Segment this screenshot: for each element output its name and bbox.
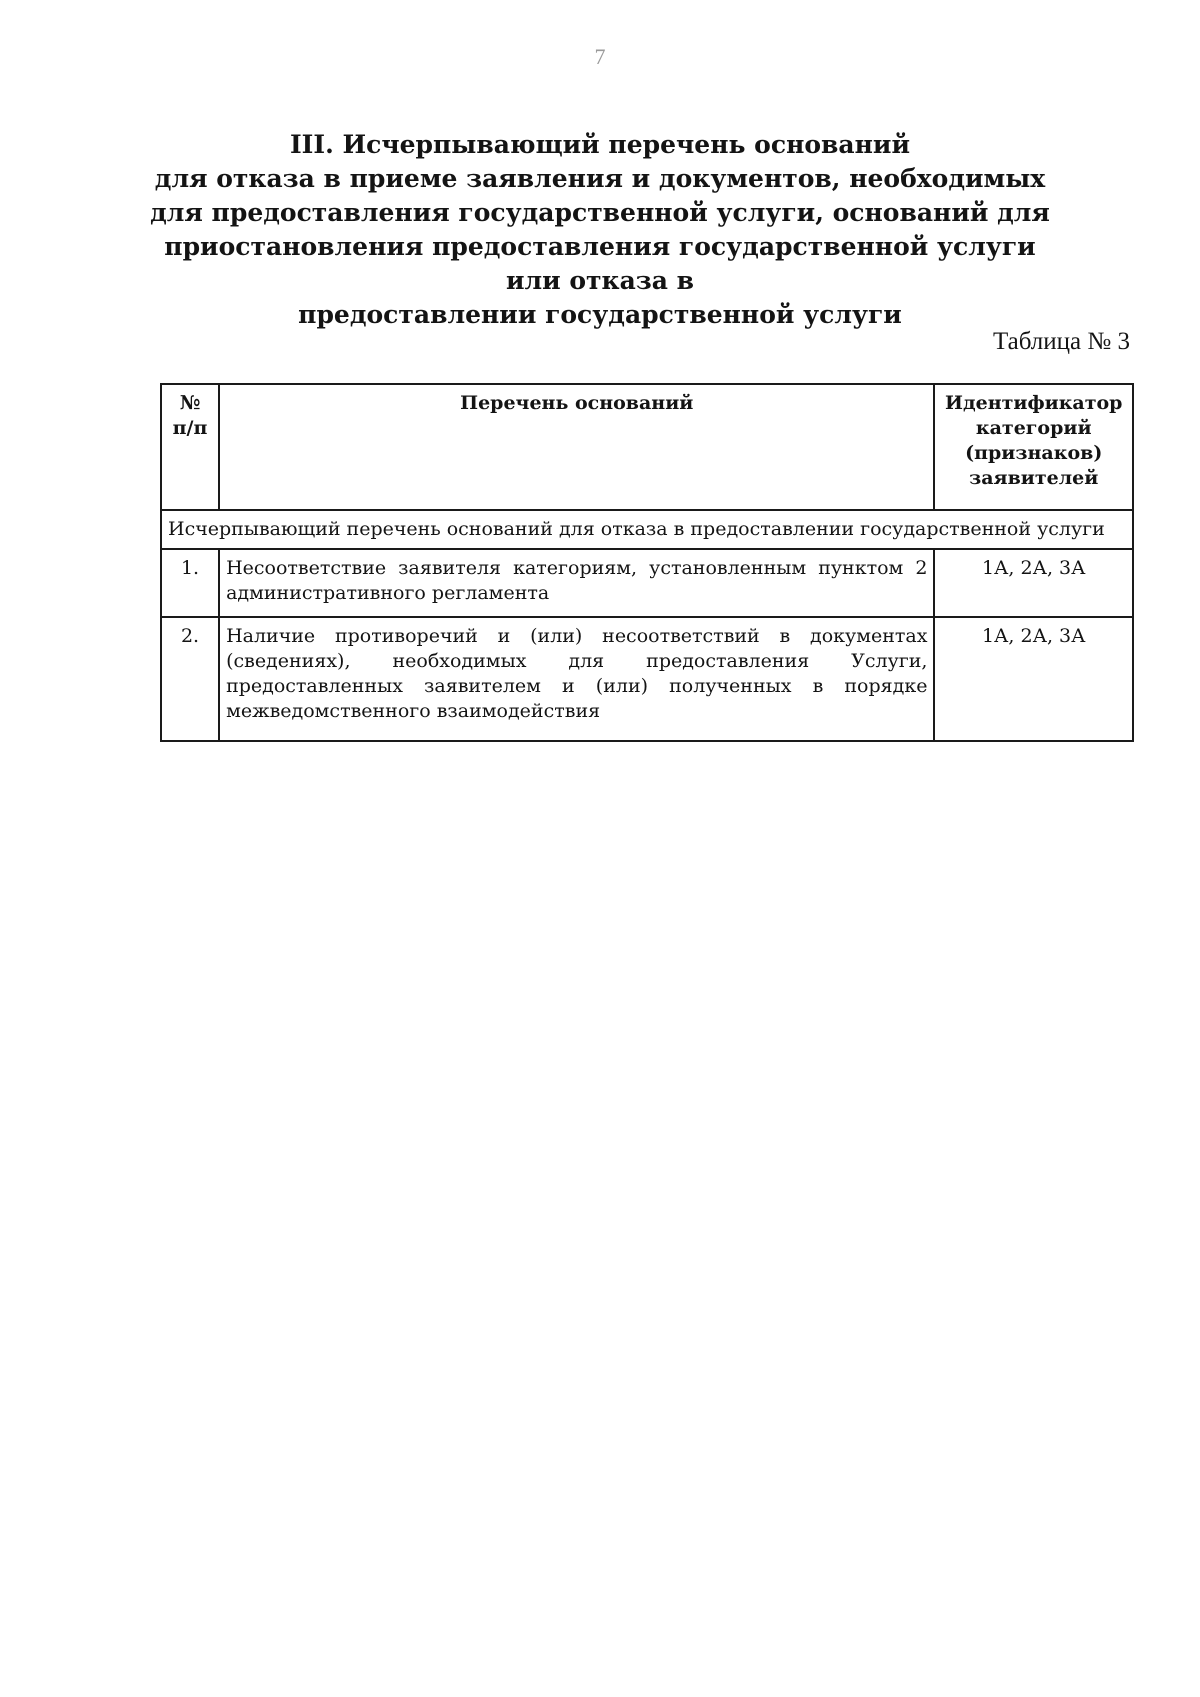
section-label: Исчерпывающий перечень оснований для отказа в предоставлении государственной услуги — [161, 510, 1133, 549]
grounds-table — [160, 383, 1134, 742]
table-header-row — [161, 384, 1133, 510]
section-title-line: для предоставления государственной услуги, оснований для — [150, 198, 1050, 227]
header-number: № п/п — [161, 384, 219, 510]
section-title-line: для отказа в приеме заявления и документов, необходимых — [154, 164, 1046, 193]
table-row — [161, 549, 1133, 617]
row-number: 2. — [161, 617, 219, 741]
page-number: 7 — [594, 44, 606, 69]
row-identifier: 1А, 2А, 3А — [934, 617, 1133, 741]
row-grounds-text: Наличие противоречий и (или) несоответствий в документах (сведениях), необходимых для предоставления Услуги, предоставленных заявителем и (или) полученных в порядке межведомственного взаимодействия — [219, 617, 934, 741]
section-title-line: предоставлении государственной услуги — [298, 300, 902, 329]
table-section-row — [161, 510, 1133, 549]
row-grounds-text: Несоответствие заявителя категориям, установленным пунктом 2 административного регламента — [219, 549, 934, 617]
section-title-line: приостановления предоставления государственной услуги или отказа в — [164, 232, 1036, 295]
row-identifier: 1А, 2А, 3А — [934, 549, 1133, 617]
section-title-line: III. Исчерпывающий перечень оснований — [289, 130, 910, 159]
header-identifier: Идентификатор категорий (признаков) заявителей — [934, 384, 1133, 510]
table-row — [161, 617, 1133, 741]
section-title — [150, 128, 1050, 332]
row-number: 1. — [161, 549, 219, 617]
table-caption: Таблица № 3 — [992, 328, 1130, 355]
header-grounds: Перечень оснований — [219, 384, 934, 510]
